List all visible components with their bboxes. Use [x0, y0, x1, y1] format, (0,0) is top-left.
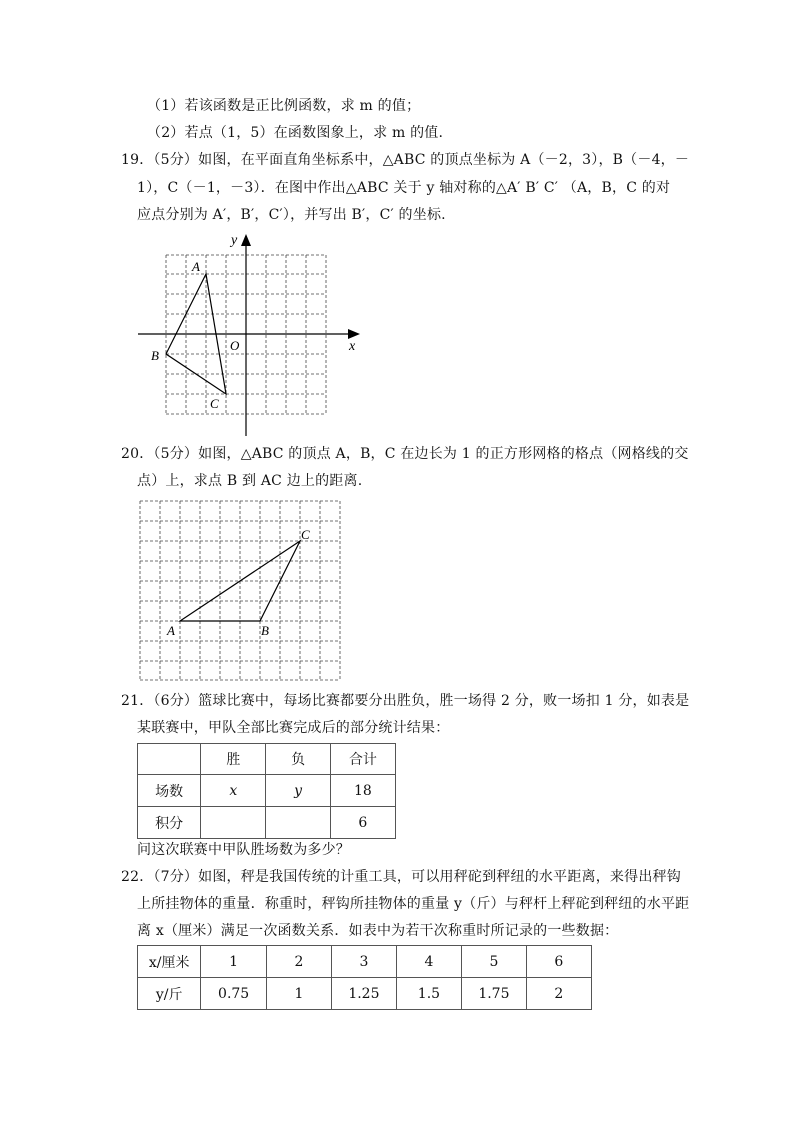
- table-cell: [138, 744, 201, 775]
- q19-label-x: x: [349, 339, 356, 354]
- table-cell: 胜: [201, 744, 266, 775]
- table-cell: 合计: [330, 744, 395, 775]
- table-cell: 场数: [138, 775, 201, 807]
- table-cell: 积分: [138, 807, 201, 839]
- q19-axes: [138, 234, 360, 436]
- q18-sub1: （1）若该函数是正比例函数，求 m 的值；: [147, 98, 421, 114]
- q21-line2: 某联赛中，甲队全部比赛完成后的部分统计结果：: [137, 720, 450, 736]
- q19-label-origin: O: [230, 338, 240, 353]
- q21-score-table: [137, 743, 396, 839]
- q22-line3: 离 x（厘米）满足一次函数关系．如表中为若干次称重时所记录的一些数据：: [137, 923, 619, 939]
- table-cell: 3: [332, 946, 397, 978]
- q19-label-y: y: [231, 233, 238, 248]
- table-row: [138, 946, 592, 978]
- y-axis-arrow: [241, 234, 251, 246]
- q19-label-b: B: [151, 348, 159, 363]
- q20-label-c: C: [301, 527, 310, 542]
- table-cell: 4: [396, 946, 461, 978]
- q19-line3: 应点分别为 A′，B′，C′），并写出 B′，C′ 的坐标.: [137, 207, 446, 223]
- table-cell: 6: [526, 946, 591, 978]
- table-row: [138, 775, 396, 807]
- q21-question: 问这次联赛中甲队胜场数为多少？: [137, 842, 350, 858]
- q22-data-table: [137, 945, 592, 1010]
- q20-label-b: B: [261, 623, 269, 638]
- q19-coordinate-figure: [130, 228, 370, 438]
- table-cell: 负: [266, 744, 330, 775]
- q22-line1: 22．（7分）如图，秤是我国传统的计重工具，可以用秤砣到秤纽的水平距离，来得出秤钩: [121, 869, 681, 885]
- table-cell: 18: [330, 775, 395, 807]
- q19-line1: 19．（5分）如图，在平面直角坐标系中，△ABC 的顶点坐标为 A（－2，3），B（－4，－: [121, 152, 690, 168]
- q18-sub2: （2）若点（1，5）在函数图象上，求 m 的值.: [147, 125, 444, 141]
- q19-line2: 1），C（－1，－3）．在图中作出△ABC 关于 y 轴对称的△A′ B′ C′ （A，B，C 的对: [137, 180, 671, 196]
- table-cell: 1.75: [462, 978, 527, 1010]
- table-cell: x/厘米: [138, 946, 201, 978]
- q20-label-a: A: [167, 623, 175, 638]
- q20-grid: [140, 501, 340, 680]
- table-cell: y: [266, 775, 330, 807]
- table-cell: 6: [330, 807, 395, 839]
- table-cell: 1: [266, 978, 331, 1010]
- x-axis-arrow: [348, 329, 360, 339]
- q21-line1: 21．（6分）篮球比赛中，每场比赛都要分出胜负，胜一场得 2 分，败一场扣 1 分，如表是: [121, 693, 690, 709]
- q20-grid-figure: [138, 497, 343, 682]
- q20-line2: 点）上，求点 B 到 AC 边上的距离.: [137, 473, 363, 489]
- table-cell: 1.25: [332, 978, 397, 1010]
- table-row: [138, 978, 592, 1010]
- table-cell: 2: [266, 946, 331, 978]
- q20-line1: 20．（5分）如图，△ABC 的顶点 A，B，C 在边长为 1 的正方形网格的格点（网格线的交: [121, 446, 689, 462]
- q19-label-c: C: [210, 396, 219, 411]
- table-row: [138, 744, 396, 775]
- q19-label-a: A: [192, 259, 200, 274]
- table-cell: 2: [526, 978, 591, 1010]
- table-cell: y/斤: [138, 978, 201, 1010]
- table-cell: 1: [201, 946, 267, 978]
- q22-line2: 上所挂物体的重量．称重时，秤钩所挂物体的重量 y（斤）与秤杆上秤砣到秤纽的水平距: [137, 896, 690, 912]
- table-cell: [201, 807, 266, 839]
- table-cell: x: [201, 775, 266, 807]
- table-cell: 5: [462, 946, 527, 978]
- table-row: [138, 807, 396, 839]
- table-cell: 1.5: [396, 978, 461, 1010]
- table-cell: 0.75: [201, 978, 267, 1010]
- table-cell: [266, 807, 330, 839]
